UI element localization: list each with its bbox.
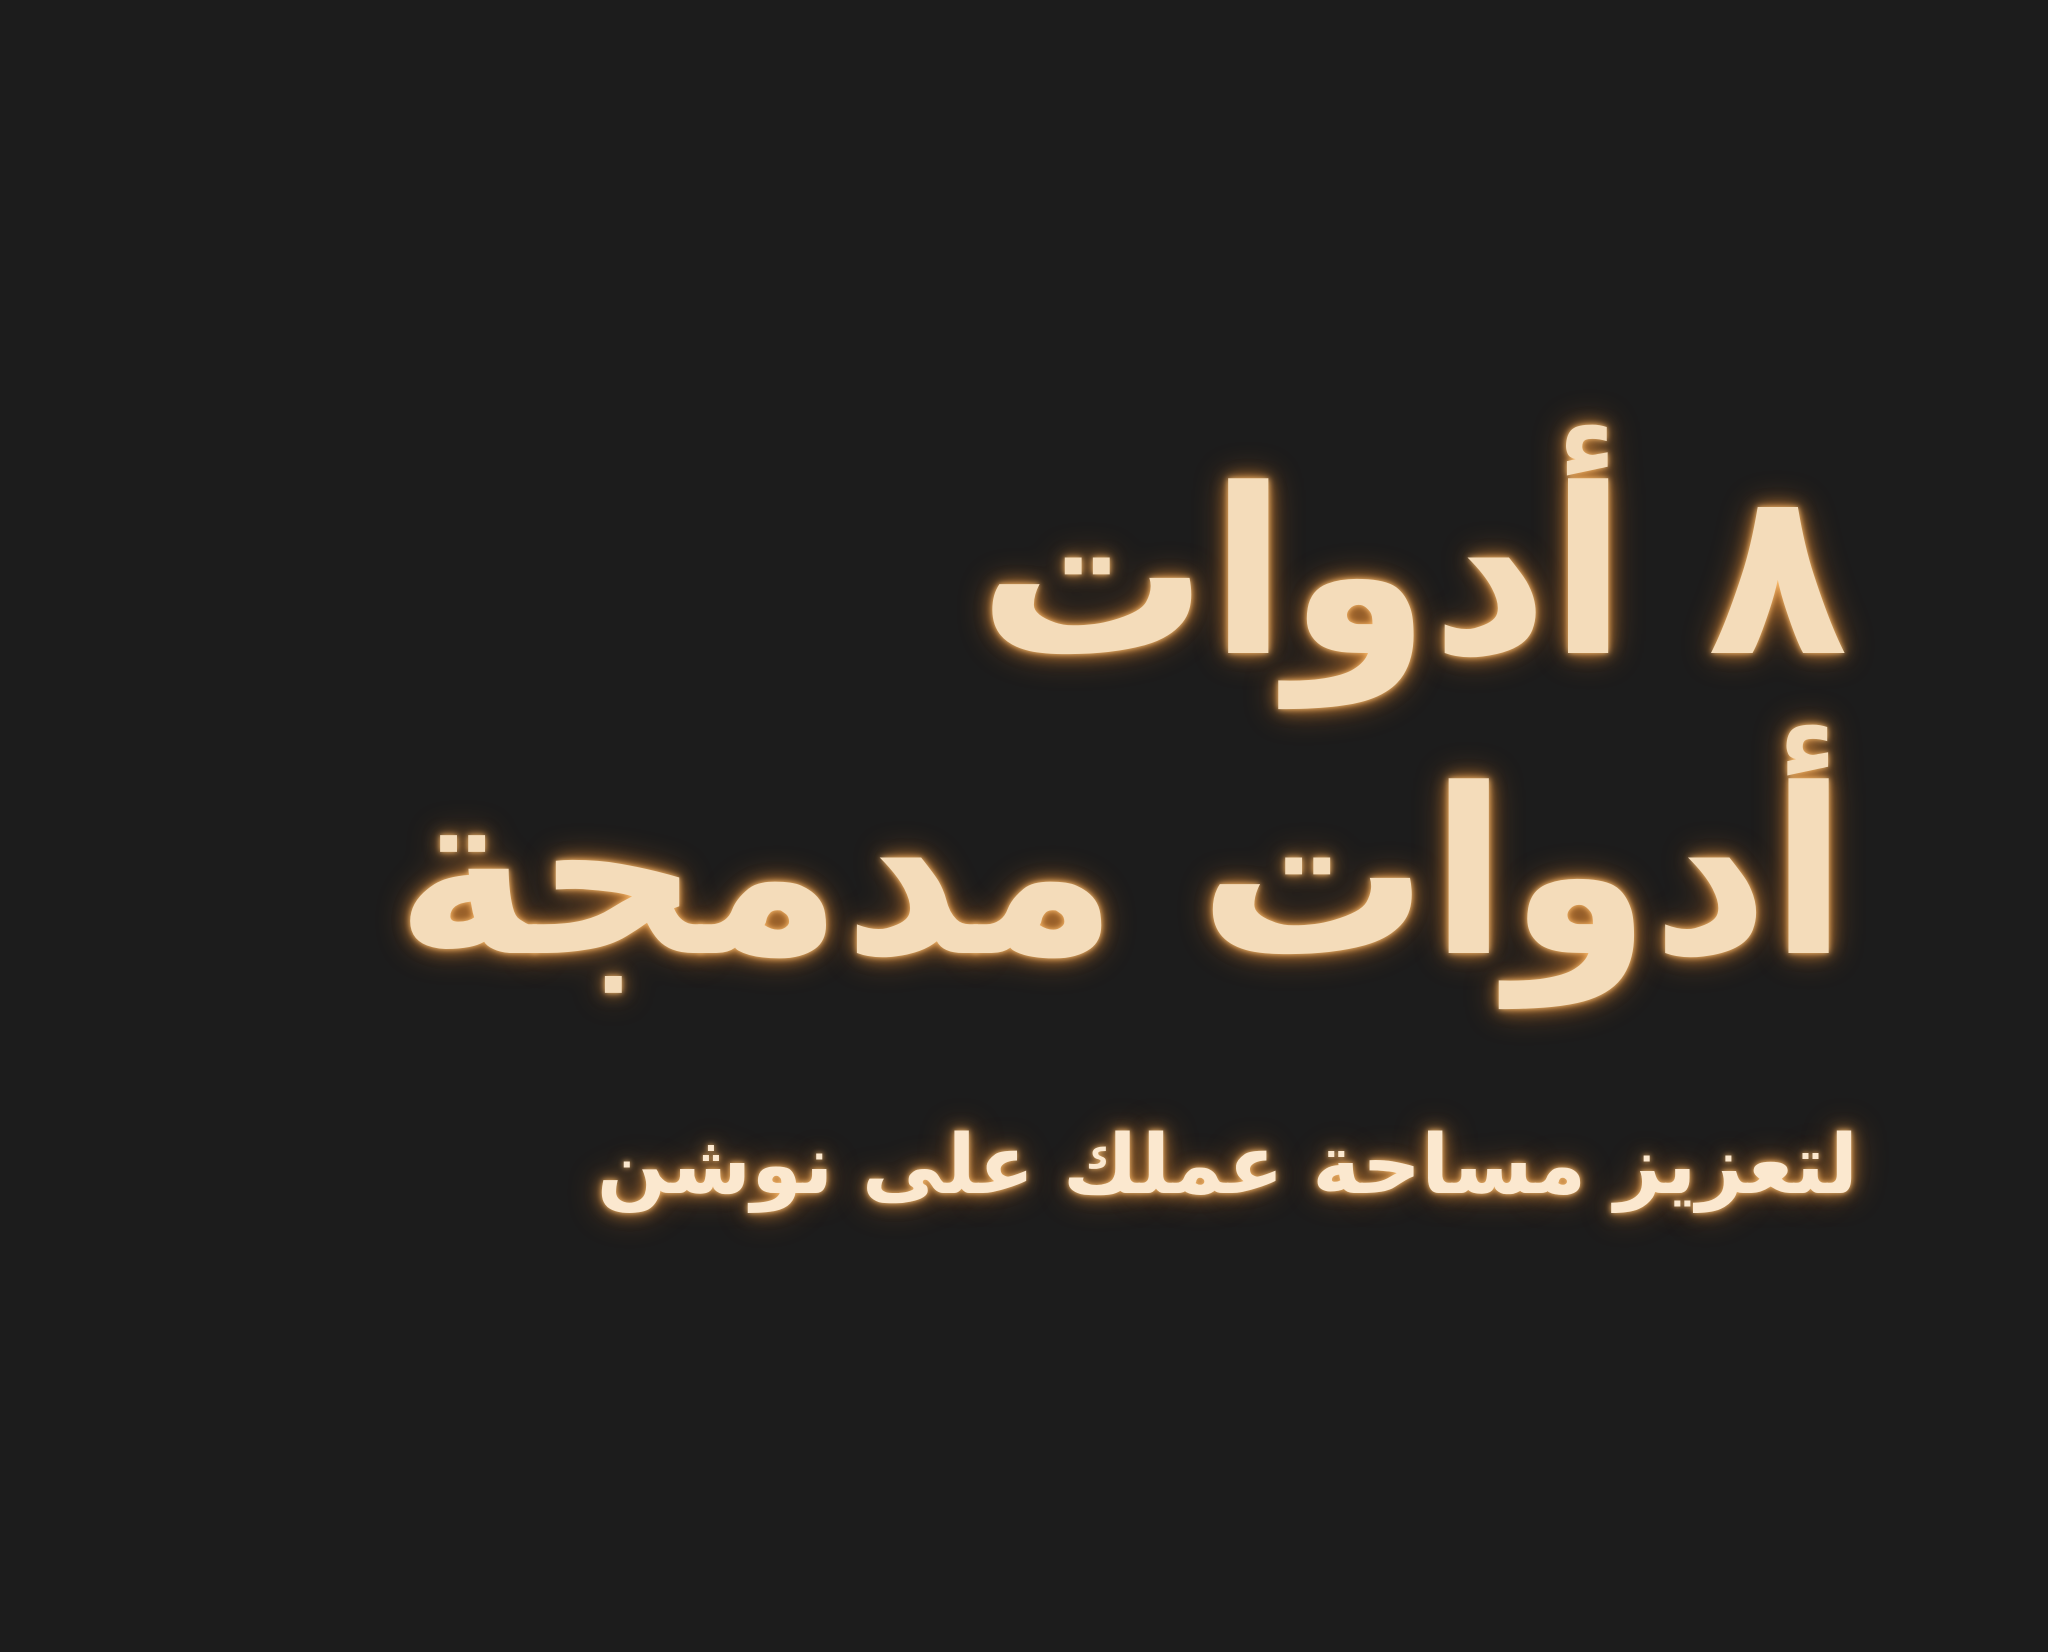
- tagline: لتعزيز مساحة عملك على نوشن: [596, 1118, 1858, 1213]
- headline-line-1: ٨ أدوات: [977, 441, 1848, 708]
- headline-line-2: أدوات مدمجة: [395, 741, 1848, 1008]
